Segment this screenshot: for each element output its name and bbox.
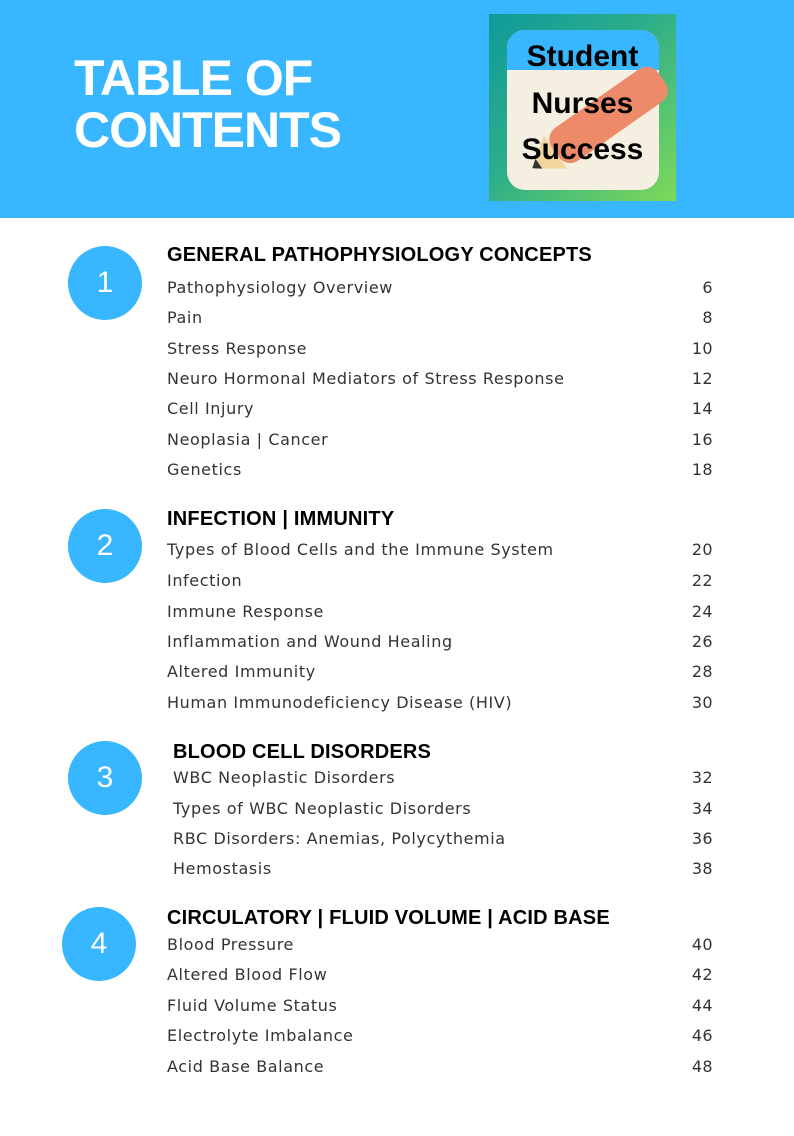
page-title-line2: CONTENTS: [74, 102, 341, 158]
toc-entry-page: 48: [691, 1057, 713, 1076]
toc-entry-page: 42: [691, 965, 713, 984]
toc-entry-label[interactable]: Inflammation and Wound Healing: [167, 632, 453, 651]
toc-entry-label[interactable]: Altered Blood Flow: [167, 965, 328, 984]
toc-entry-label[interactable]: Types of Blood Cells and the Immune System: [167, 540, 554, 559]
toc-entry-label[interactable]: Acid Base Balance: [167, 1057, 325, 1076]
toc-entry-page: 24: [691, 602, 713, 621]
section-title: BLOOD CELL DISORDERS: [173, 741, 432, 763]
toc-entry-label[interactable]: Types of WBC Neoplastic Disorders: [173, 799, 472, 818]
toc-entry-page: 28: [691, 662, 713, 681]
toc-entry-label[interactable]: Electrolyte Imbalance: [167, 1026, 354, 1045]
toc-entry-label[interactable]: Pathophysiology Overview: [167, 278, 393, 297]
page-title: [74, 52, 341, 156]
toc-entry-page: 12: [691, 369, 713, 388]
toc-entry-page: 40: [691, 935, 713, 954]
toc-entry-page: 46: [691, 1026, 713, 1045]
logo-text-line1: Student: [526, 40, 639, 73]
toc-entry-label[interactable]: Immune Response: [167, 602, 324, 621]
toc-entry-page: 30: [691, 693, 713, 712]
section-number-badge: 3: [68, 741, 142, 815]
toc-entry-label[interactable]: Cell Injury: [167, 399, 255, 418]
header-banner: [0, 0, 794, 218]
section-number-badge: 2: [68, 509, 142, 583]
toc-entry-label[interactable]: Fluid Volume Status: [167, 996, 338, 1015]
toc-entry-label[interactable]: Stress Response: [167, 339, 308, 358]
toc-entry-label[interactable]: Pain: [167, 308, 203, 327]
toc-entry-page: 8: [702, 308, 713, 327]
toc-entry-label[interactable]: Human Immunodeficiency Disease (HIV): [167, 693, 513, 712]
toc-entry-page: 22: [691, 571, 713, 590]
toc-entry-page: 38: [691, 859, 713, 878]
toc-entry-page: 18: [691, 460, 713, 479]
toc-entry-label[interactable]: Blood Pressure: [167, 935, 294, 954]
toc-entry-label[interactable]: Altered Immunity: [167, 662, 316, 681]
toc-entry-page: 20: [691, 540, 713, 559]
section-title: CIRCULATORY | FLUID VOLUME | ACID BASE: [167, 907, 610, 929]
toc-entry-label[interactable]: Neuro Hormonal Mediators of Stress Response: [167, 369, 565, 388]
toc-entry-label[interactable]: WBC Neoplastic Disorders: [173, 768, 396, 787]
toc-entry-label[interactable]: Infection: [167, 571, 243, 590]
toc-entry-page: 34: [691, 799, 713, 818]
toc-entry-label[interactable]: Hemostasis: [173, 859, 272, 878]
section-number-badge: 4: [62, 907, 136, 981]
toc-entry-label[interactable]: Genetics: [167, 460, 242, 479]
toc-entry-page: 26: [691, 632, 713, 651]
toc-entry-page: 10: [691, 339, 713, 358]
toc-entry-label[interactable]: Neoplasia | Cancer: [167, 430, 329, 449]
toc-entry-label[interactable]: RBC Disorders: Anemias, Polycythemia: [173, 829, 506, 848]
section-title: GENERAL PATHOPHYSIOLOGY CONCEPTS: [167, 244, 592, 266]
section-title: INFECTION | IMMUNITY: [167, 508, 395, 530]
toc-entry-page: 32: [691, 768, 713, 787]
toc-entry-page: 6: [702, 278, 713, 297]
toc-entry-page: 36: [691, 829, 713, 848]
logo-text-line2: Nurses: [531, 87, 634, 120]
toc-entry-page: 16: [691, 430, 713, 449]
page-title-line1: TABLE OF: [74, 50, 313, 106]
section-number-badge: 1: [68, 246, 142, 320]
toc-entry-page: 14: [691, 399, 713, 418]
logo: [489, 14, 676, 201]
logo-text-line3: Success: [521, 133, 644, 166]
toc-entry-page: 44: [691, 996, 713, 1015]
